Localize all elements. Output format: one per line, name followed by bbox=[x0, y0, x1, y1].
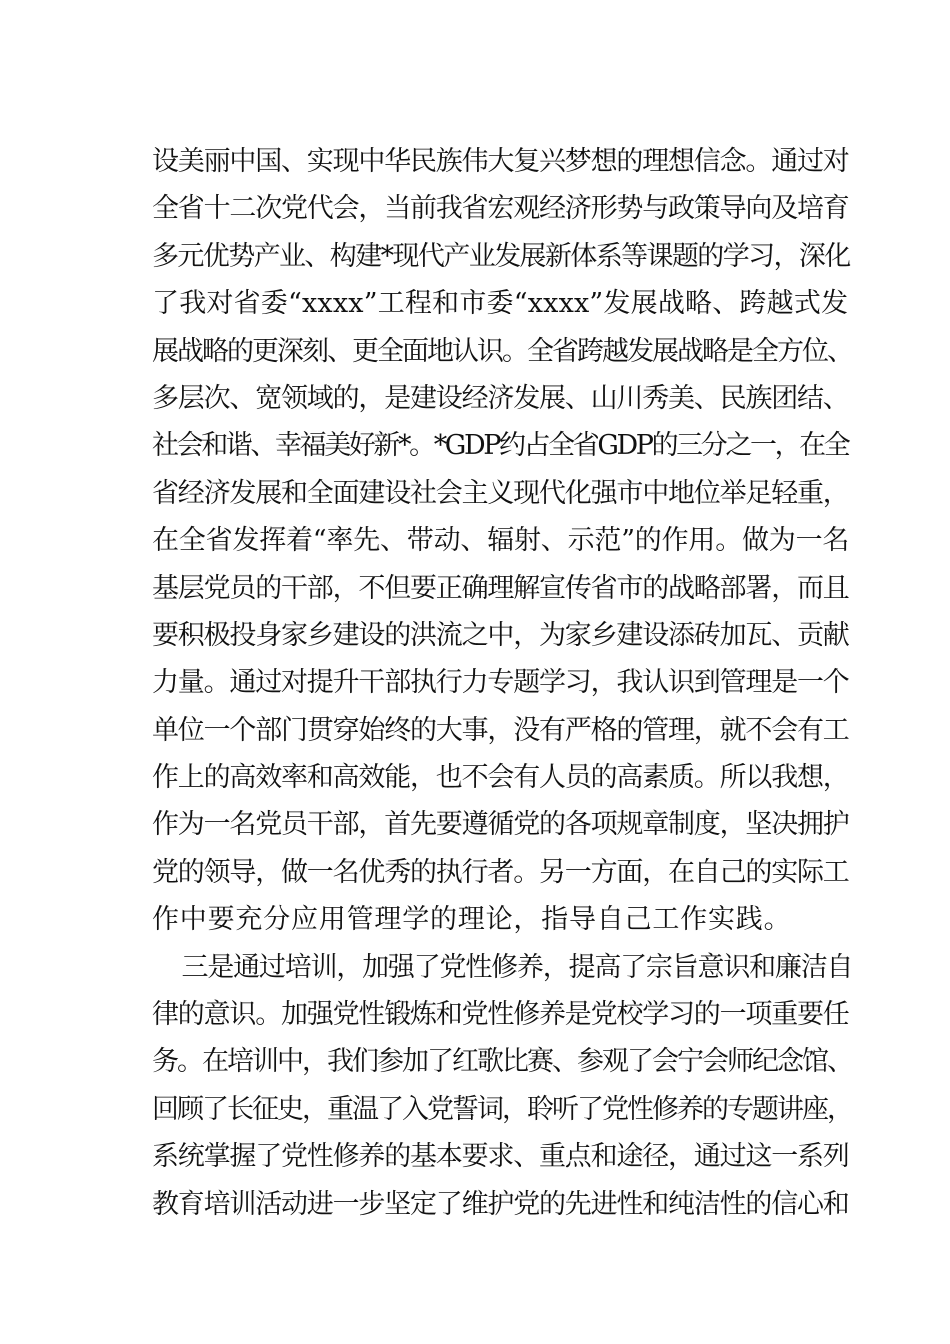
text-line: 律的意识。加强党性锻炼和党性修养是党校学习的一项重要任 bbox=[152, 999, 849, 1031]
text-line: 多元优势产业、构建*现代产业发展新体系等课题的学习，深化 bbox=[152, 240, 850, 272]
text-line: 展战略的更深刻、更全面地认识。全省跨越发展战略是全方位、 bbox=[152, 335, 852, 367]
text-line: 回顾了长征史，重温了入党誓词，聆听了党性修养的专题讲座， bbox=[152, 1093, 852, 1125]
text-line: 要积极投身家乡建设的洪流之中，为家乡建设添砖加瓦、贡献 bbox=[152, 619, 849, 651]
text-line: 全省十二次党代会，当前我省宏观经济形势与政策导向及培育 bbox=[152, 193, 849, 225]
text-line: 务。在培训中，我们参加了红歌比赛、参观了会宁会师纪念馆、 bbox=[152, 1046, 852, 1078]
text-line: 力量。通过对提升干部执行力专题学习，我认识到管理是一个 bbox=[152, 667, 849, 699]
text-line: 多层次、宽领域的，是建设经济发展、山川秀美、民族团结、 bbox=[152, 382, 849, 414]
document-body bbox=[152, 138, 852, 1228]
text-line: 作中要充分应用管理学的理论，指导自己工作实践。 bbox=[152, 904, 792, 936]
text-line: 省经济发展和全面建设社会主义现代化强市中地位举足轻重， bbox=[152, 477, 849, 509]
text-line: 了我对省委“xxxx”工程和市委“xxxx”发展战略、跨越式发 bbox=[152, 288, 849, 320]
text-line: 作上的高效率和高效能，也不会有人员的高素质。所以我想， bbox=[152, 762, 849, 794]
text-line: 基层党员的干部，不但要正确理解宣传省市的战略部署，而且 bbox=[152, 572, 849, 604]
text-line: 教育培训活动进一步坚定了维护党的先进性和纯洁性的信心和 bbox=[152, 1188, 849, 1220]
text-line: 三是通过培训，加强了党性修养，提高了宗旨意识和廉洁自 bbox=[152, 951, 853, 983]
text-line: 作为一名党员干部，首先要遵循党的各项规章制度，坚决拥护 bbox=[152, 809, 849, 841]
text-line: 单位一个部门贯穿始终的大事，没有严格的管理，就不会有工 bbox=[152, 714, 849, 746]
paragraph-2 bbox=[152, 944, 852, 1228]
paragraph-1 bbox=[152, 138, 852, 944]
text-line: 在全省发挥着“率先、带动、辐射、示范”的作用。做为一名 bbox=[152, 525, 850, 557]
text-line: 社会和谐、幸福美好新*。*GDP约占全省GDP的三分之一，在全 bbox=[152, 430, 849, 462]
text-line: 党的领导，做一名优秀的执行者。另一方面，在自己的实际工 bbox=[152, 856, 849, 888]
text-line: 系统掌握了党性修养的基本要求、重点和途径，通过这一系列 bbox=[152, 1141, 849, 1173]
text-line: 设美丽中国、实现中华民族伟大复兴梦想的理想信念。通过对 bbox=[152, 146, 849, 177]
